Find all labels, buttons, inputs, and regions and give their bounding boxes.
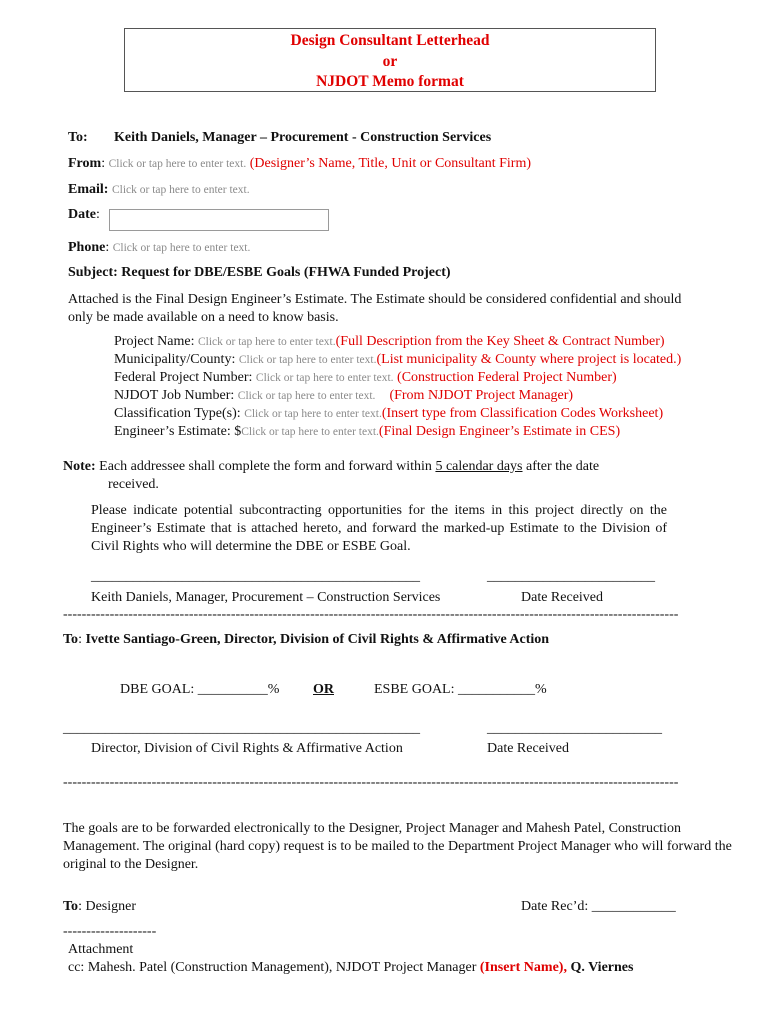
estimate-row (114, 424, 620, 440)
separator-2: ------------------------------------------------------------------------------------------------------------------------------------ (63, 775, 679, 790)
classification-note: (Insert type from Classification Codes Worksheet) (381, 406, 664, 421)
date-line-2: _________________________ (487, 721, 662, 736)
from-input[interactable]: Click or tap here to enter text. (108, 158, 247, 170)
subject-line: Subject: Request for DBE/ESBE Goals (FHWA Funded Project) (68, 265, 451, 280)
note-deadline: 5 calendar days (435, 459, 523, 474)
from-row (68, 156, 531, 172)
project-name-note: (Full Description from the Key Sheet & Contract Number) (335, 334, 665, 349)
instructions-paragraph: Please indicate potential subcontracting opportunities for the items in this project directly on the Engineer’s Estimate that is attached hereto, and forward the marked-up Estimate to the Division of Civil Rights who will determine the DBE or ESBE Goal. (91, 503, 667, 554)
letterhead-box (124, 28, 656, 92)
project-name-input[interactable]: Click or tap here to enter text. (197, 336, 336, 348)
job-number-note: (From NJDOT Project Manager) (375, 388, 574, 403)
intro-paragraph: Attached is the Final Design Engineer’s Estimate. The Estimate should be considered confidential and should only be made available on a need to know basis. (68, 292, 682, 325)
from-note: (Designer’s Name, Title, Unit or Consultant Firm) (249, 156, 532, 171)
estimate-label: Engineer’s Estimate: $ (114, 424, 242, 439)
email-label: Email: (68, 182, 109, 197)
classification-label: Classification Type(s): (114, 406, 245, 421)
date-colon: : (96, 207, 100, 222)
date-recd: Date Rec’d: ____________ (521, 899, 676, 914)
email-row (68, 182, 250, 198)
date-line-1: ________________________ (487, 569, 655, 584)
attachment-label: Attachment (68, 942, 134, 957)
phone-colon: : (105, 240, 110, 255)
phone-input[interactable]: Click or tap here to enter text. (112, 242, 251, 254)
municipality-row (114, 352, 681, 368)
federal-project-note: (Construction Federal Project Number) (393, 370, 617, 385)
from-colon: : (101, 156, 106, 171)
footer-dash-line: -------------------- (63, 924, 157, 939)
letterhead-line2: or (382, 52, 398, 70)
closing-paragraph: The goals are to be forwarded electronically to the Designer, Project Manager and Mahesh Patel, Construction Management. The original (hard copy) request is to be mailed to the Department Project Manager who will forward the original to the Designer. (63, 821, 732, 872)
signer-2-title: Director, Division of Civil Rights & Affirmative Action (91, 741, 403, 756)
dbe-goal: DBE GOAL: __________% (120, 682, 280, 697)
phone-row (68, 240, 250, 256)
federal-project-label: Federal Project Number: (114, 370, 256, 385)
date-received-2: Date Received (487, 741, 570, 756)
federal-project-row (114, 370, 617, 386)
cc-text: cc: Mahesh. Patel (Construction Management), NJDOT Project Manager (68, 960, 480, 975)
date-received-1: Date Received (521, 590, 604, 605)
date-row (68, 207, 100, 223)
letterhead-line3: NJDOT Memo format (316, 73, 464, 90)
signature-line-2: ___________________________________________________ (63, 721, 420, 736)
separator-1: ------------------------------------------------------------------------------------------------------------------------------------ (63, 607, 679, 622)
date-label: Date (68, 207, 96, 222)
to-value: Keith Daniels, Manager – Procurement - Construction Services (114, 130, 492, 145)
signer-1-name: Keith Daniels, Manager, Procurement – Construction Services (91, 590, 441, 605)
cc-line (68, 960, 633, 976)
municipality-note: (List municipality & County where project is located.) (376, 352, 682, 367)
footer-to-value: : Designer (78, 899, 136, 914)
to2-value: Ivette Santiago-Green, Director, Division of Civil Rights & Affirmative Action (85, 632, 550, 647)
classification-row (114, 406, 663, 422)
note-line (63, 459, 599, 475)
to2-line (63, 632, 549, 648)
note-text-before: Each addressee shall complete the form and forward within (95, 459, 436, 474)
to-label: To: (68, 130, 88, 145)
goal-or: OR (313, 682, 334, 697)
municipality-input[interactable]: Click or tap here to enter text. (238, 354, 377, 366)
project-name-label: Project Name: (114, 334, 198, 349)
note-line2: received. (108, 477, 159, 492)
note-text-after: after the date (522, 459, 600, 474)
to2-colon: : (78, 632, 82, 647)
cc-insert-name: (Insert Name), (479, 960, 567, 975)
letterhead-line1: Design Consultant Letterhead (290, 32, 490, 49)
footer-to-line (63, 899, 136, 915)
project-name-row (114, 334, 665, 350)
phone-label: Phone (68, 240, 106, 255)
from-label: From (68, 156, 102, 171)
federal-project-input[interactable]: Click or tap here to enter text. (255, 372, 394, 384)
classification-input[interactable]: Click or tap here to enter text. (244, 408, 382, 420)
municipality-label: Municipality/County: (114, 352, 239, 367)
to2-label: To (63, 632, 79, 647)
email-input[interactable]: Click or tap here to enter text. (111, 184, 250, 196)
job-number-row (114, 388, 573, 404)
job-number-label: NJDOT Job Number: (114, 388, 238, 403)
note-label: Note: (63, 459, 96, 474)
date-field[interactable] (109, 209, 329, 231)
job-number-input[interactable]: Click or tap here to enter text. (237, 390, 376, 402)
footer-to-label: To (63, 899, 79, 914)
estimate-note: (Final Design Engineer’s Estimate in CES) (378, 424, 621, 439)
esbe-goal: ESBE GOAL: ___________% (374, 682, 547, 697)
cc-name: Q. Viernes (566, 960, 634, 975)
signature-line-1: _______________________________________________ (91, 569, 420, 584)
estimate-input[interactable]: Click or tap here to enter text. (241, 426, 379, 438)
